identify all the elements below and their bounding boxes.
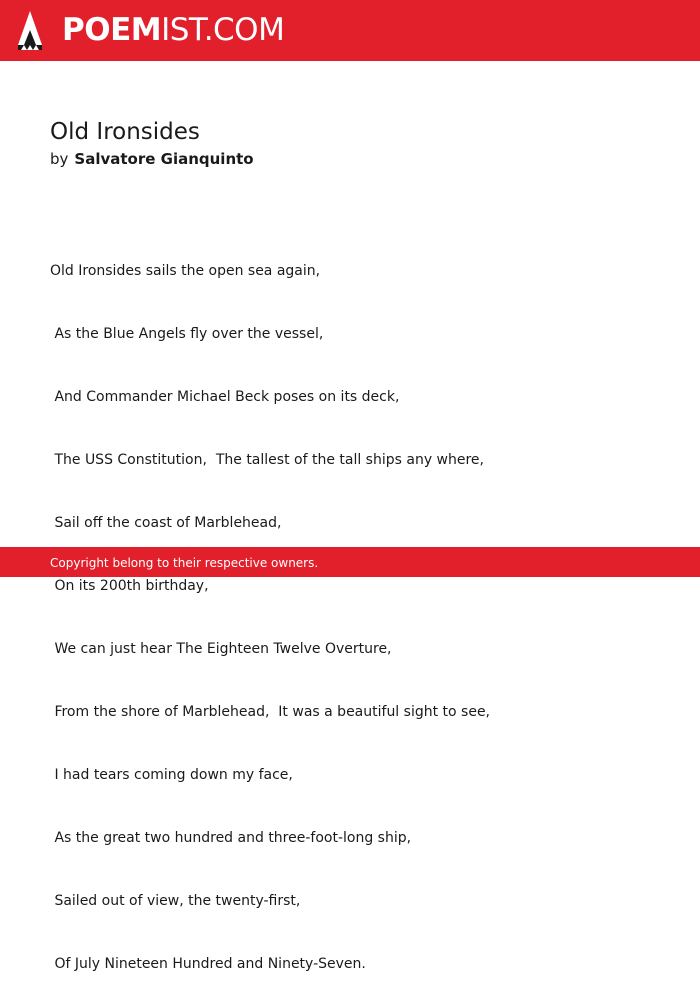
pencil-icon[interactable]: [16, 10, 44, 52]
poem-line: Sail off the coast of Marblehead,: [50, 515, 282, 531]
poem-line: And Commander Michael Beck poses on its deck,: [50, 389, 400, 405]
poem-line: Of July Nineteen Hundred and Ninety-Seven.: [50, 956, 366, 972]
poem-line: From the shore of Marblehead, It was a beautiful sight to see,: [50, 704, 491, 720]
site-header: [0, 0, 700, 61]
site-footer: [0, 547, 700, 577]
logo-light-text: IST.COM: [161, 12, 285, 48]
poem-line: On its 200th birthday,: [50, 578, 209, 594]
site-logo[interactable]: [62, 12, 284, 48]
poem-line: I had tears coming down my face,: [50, 767, 293, 783]
poem-line: Sailed out of view, the twenty-first,: [50, 893, 301, 909]
poem-line: The USS Constitution, The tallest of the tall ships any where,: [50, 452, 484, 468]
poem-line: Old Ironsides sails the open sea again,: [50, 263, 321, 279]
poem-line: As the Blue Angels fly over the vessel,: [50, 326, 324, 342]
poem-title: Old Ironsides: [50, 119, 200, 145]
logo-bold-text: POEM: [62, 12, 162, 48]
author-name: Salvatore Gianquinto: [74, 150, 254, 168]
poem-byline: [50, 148, 254, 170]
poem-body: [50, 219, 490, 996]
poem-line: As the great two hundred and three-foot-long ship,: [50, 830, 412, 846]
by-label: by: [50, 150, 69, 168]
poem-line: We can just hear The Eighteen Twelve Overture,: [50, 641, 392, 657]
copyright-text: Copyright belong to their respective owners.: [50, 556, 319, 570]
